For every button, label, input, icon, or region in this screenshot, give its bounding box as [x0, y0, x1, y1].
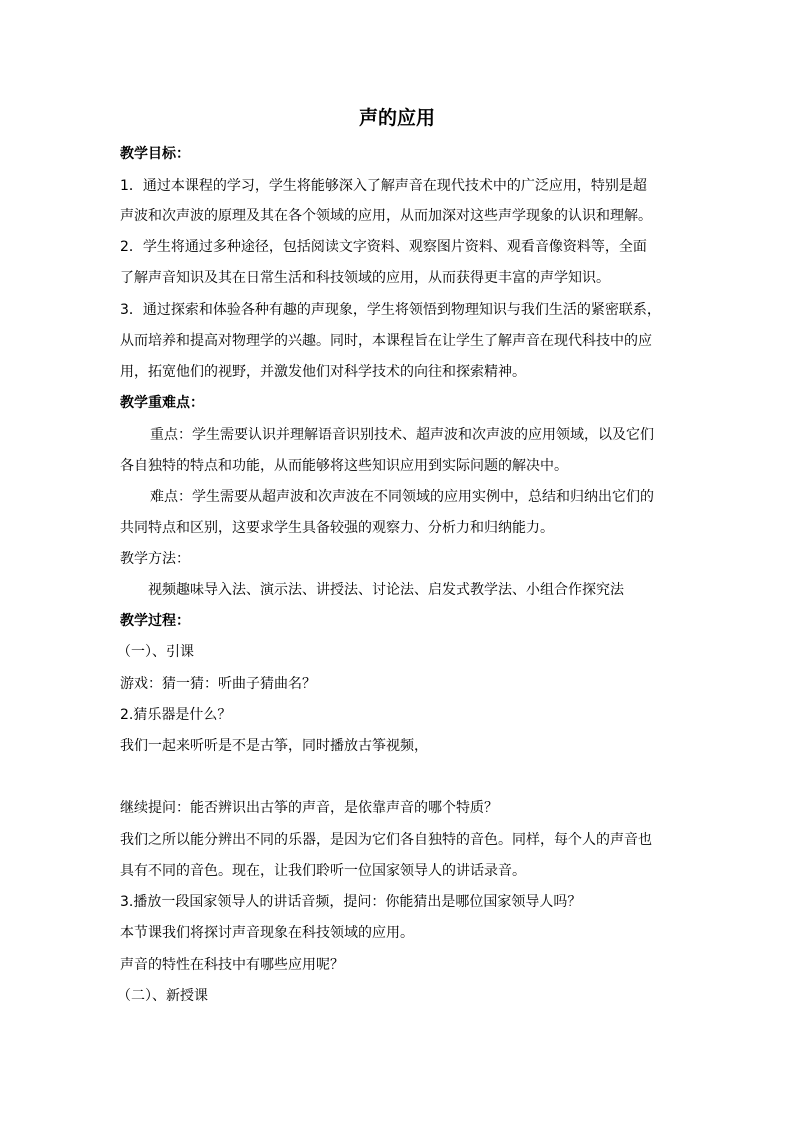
- paragraph-line: 我们一起来听听是不是古筝，同时播放古筝视频，: [120, 738, 428, 754]
- paragraph-line: 共同特点和区别，这要求学生具备较强的观察力、分析力和归纳能力。: [120, 520, 554, 536]
- paragraph-line: 本节课我们将探讨声音现象在科技领域的应用。: [120, 925, 414, 941]
- heading-teaching-methods: 教学方法：: [120, 551, 190, 567]
- document-title: 声的应用: [358, 107, 435, 129]
- paragraph-line: 各自独特的特点和功能，从而能够将这些知识应用到实际问题的解决中。: [120, 458, 568, 474]
- paragraph-line: 声波和次声波的原理及其在各个领域的应用，从而加深对这些声学现象的认识和理解。: [120, 208, 652, 224]
- heading-key-points: 教学重难点：: [120, 395, 204, 411]
- paragraph-line: 游戏：猜一猜：听曲子猜曲名？: [120, 676, 316, 692]
- section-heading: （一）、引课: [117, 644, 194, 660]
- paragraph-line: 2．学生将通过多种途径，包括阅读文字资料、观察图片资料、观看音像资料等，全面: [120, 239, 647, 255]
- paragraph-line: 用，拓宽他们的视野，并激发他们对科学技术的向往和探索精神。: [120, 364, 526, 380]
- paragraph-line: 视频趣味导入法、演示法、讲授法、讨论法、启发式教学法、小组合作探究法: [148, 582, 624, 598]
- heading-teaching-process: 教学过程：: [120, 613, 190, 629]
- paragraph-line: 从而培养和提高对物理学的兴趣。同时，本课程旨在让学生了解声音在现代科技中的应: [120, 333, 652, 349]
- section-heading: （二）、新授课: [117, 988, 208, 1004]
- paragraph-line: 重点：学生需要认识并理解语音识别技术、超声波和次声波的应用领域，以及它们: [150, 427, 654, 443]
- paragraph-line: 了解声音知识及其在日常生活和科技领域的应用，从而获得更丰富的声学知识。: [120, 270, 610, 286]
- paragraph-line: 具有不同的音色。现在，让我们聆听一位国家领导人的讲话录音。: [120, 863, 526, 879]
- paragraph-line: 声音的特性在科技中有哪些应用呢？: [120, 957, 344, 973]
- paragraph-line: 我们之所以能分辨出不同的乐器，是因为它们各自独特的音色。同样，每个人的声音也: [120, 832, 652, 848]
- paragraph-line: 1．通过本课程的学习，学生将能够深入了解声音在现代技术中的广泛应用，特别是超: [120, 178, 647, 194]
- paragraph-line: 3.播放一段国家领导人的讲话音频，提问：你能猜出是哪位国家领导人吗？: [120, 894, 582, 910]
- paragraph-line: 2.猜乐器是什么？: [120, 707, 232, 723]
- paragraph-line: 继续提问：能否辨识出古筝的声音，是依靠声音的哪个特质？: [120, 800, 498, 816]
- heading-teaching-goals: 教学目标：: [120, 146, 190, 162]
- paragraph-line: 3．通过探索和体验各种有趣的声现象，学生将领悟到物理知识与我们生活的紧密联系，: [120, 302, 661, 318]
- paragraph-line: 难点：学生需要从超声波和次声波在不同领域的应用实例中，总结和归纳出它们的: [150, 489, 654, 505]
